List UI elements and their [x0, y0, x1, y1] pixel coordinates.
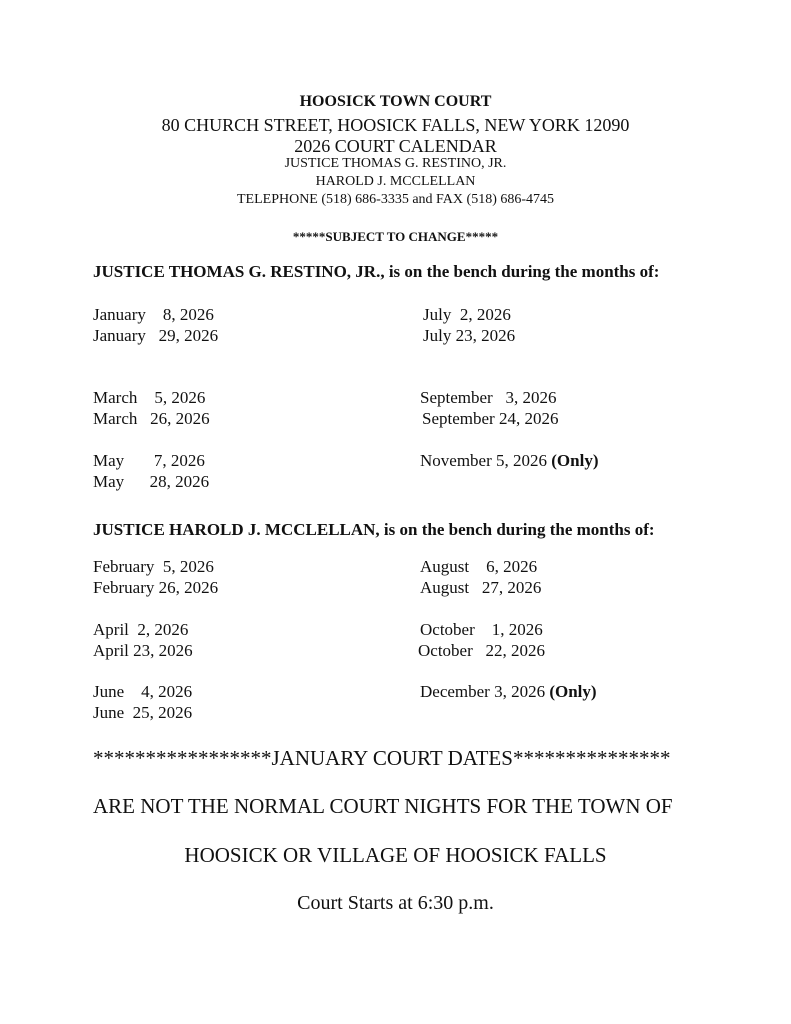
- mcclellan-date: February 5, 2026: [93, 557, 214, 576]
- restino-date: March 5, 2026: [93, 388, 206, 407]
- mcclellan-date: February 26, 2026: [93, 578, 219, 597]
- court-title: HOOSICK TOWN COURT: [299, 93, 492, 110]
- restino-date: January 29, 2026: [93, 326, 219, 345]
- restino-heading: JUSTICE THOMAS G. RESTINO, JR., is on the bench during the months of:: [93, 262, 660, 281]
- mcclellan-heading: JUSTICE HAROLD J. MCCLELLAN, is on the bench during the months of:: [93, 520, 655, 539]
- restino-date: July 23, 2026: [423, 326, 516, 345]
- january-notice: *****************JANUARY COURT DATES***************: [93, 746, 671, 770]
- mcclellan-date-december: [420, 683, 597, 700]
- calendar-title: 2026 COURT CALENDAR: [294, 136, 497, 156]
- restino-date: March 26, 2026: [93, 409, 210, 428]
- mcclellan-date: August 27, 2026: [420, 578, 542, 597]
- subject-to-change-notice: *****SUBJECT TO CHANGE*****: [292, 229, 499, 244]
- restino-date: September 3, 2026: [420, 388, 557, 407]
- justice-name-1: JUSTICE THOMAS G. RESTINO, JR.: [284, 156, 507, 171]
- contact-phone-fax: TELEPHONE (518) 686-3335 and FAX (518) 686-4745: [236, 192, 555, 207]
- restino-date: May 7, 2026: [93, 451, 205, 470]
- court-start-time: Court Starts at 6:30 p.m.: [297, 892, 494, 914]
- mcclellan-date: April 23, 2026: [93, 641, 193, 660]
- mcclellan-date: June 4, 2026: [93, 682, 193, 701]
- mcclellan-date: October 22, 2026: [418, 641, 546, 660]
- mcclellan-date: August 6, 2026: [420, 557, 538, 576]
- restino-date: July 2, 2026: [423, 305, 511, 324]
- mcclellan-date: April 2, 2026: [93, 620, 189, 639]
- mcclellan-date: June 25, 2026: [93, 703, 193, 722]
- restino-date: January 8, 2026: [93, 305, 214, 324]
- restino-date: May 28, 2026: [93, 472, 210, 491]
- restino-date: September 24, 2026: [422, 409, 559, 428]
- normal-nights-notice: ARE NOT THE NORMAL COURT NIGHTS FOR THE TOWN OF: [93, 794, 673, 818]
- hoosick-notice: HOOSICK OR VILLAGE OF HOOSICK FALLS: [184, 843, 607, 867]
- justice-name-2: HAROLD J. MCCLELLAN: [315, 174, 476, 189]
- date-text: December 3, 2026: [420, 682, 550, 701]
- date-text: November 5, 2026: [420, 451, 552, 470]
- court-address: 80 CHURCH STREET, HOOSICK FALLS, NEW YORK 12090: [161, 115, 630, 135]
- restino-date-november: [420, 452, 599, 469]
- only-label: (Only): [549, 682, 597, 701]
- mcclellan-date: October 1, 2026: [420, 620, 543, 639]
- only-label: (Only): [551, 451, 599, 470]
